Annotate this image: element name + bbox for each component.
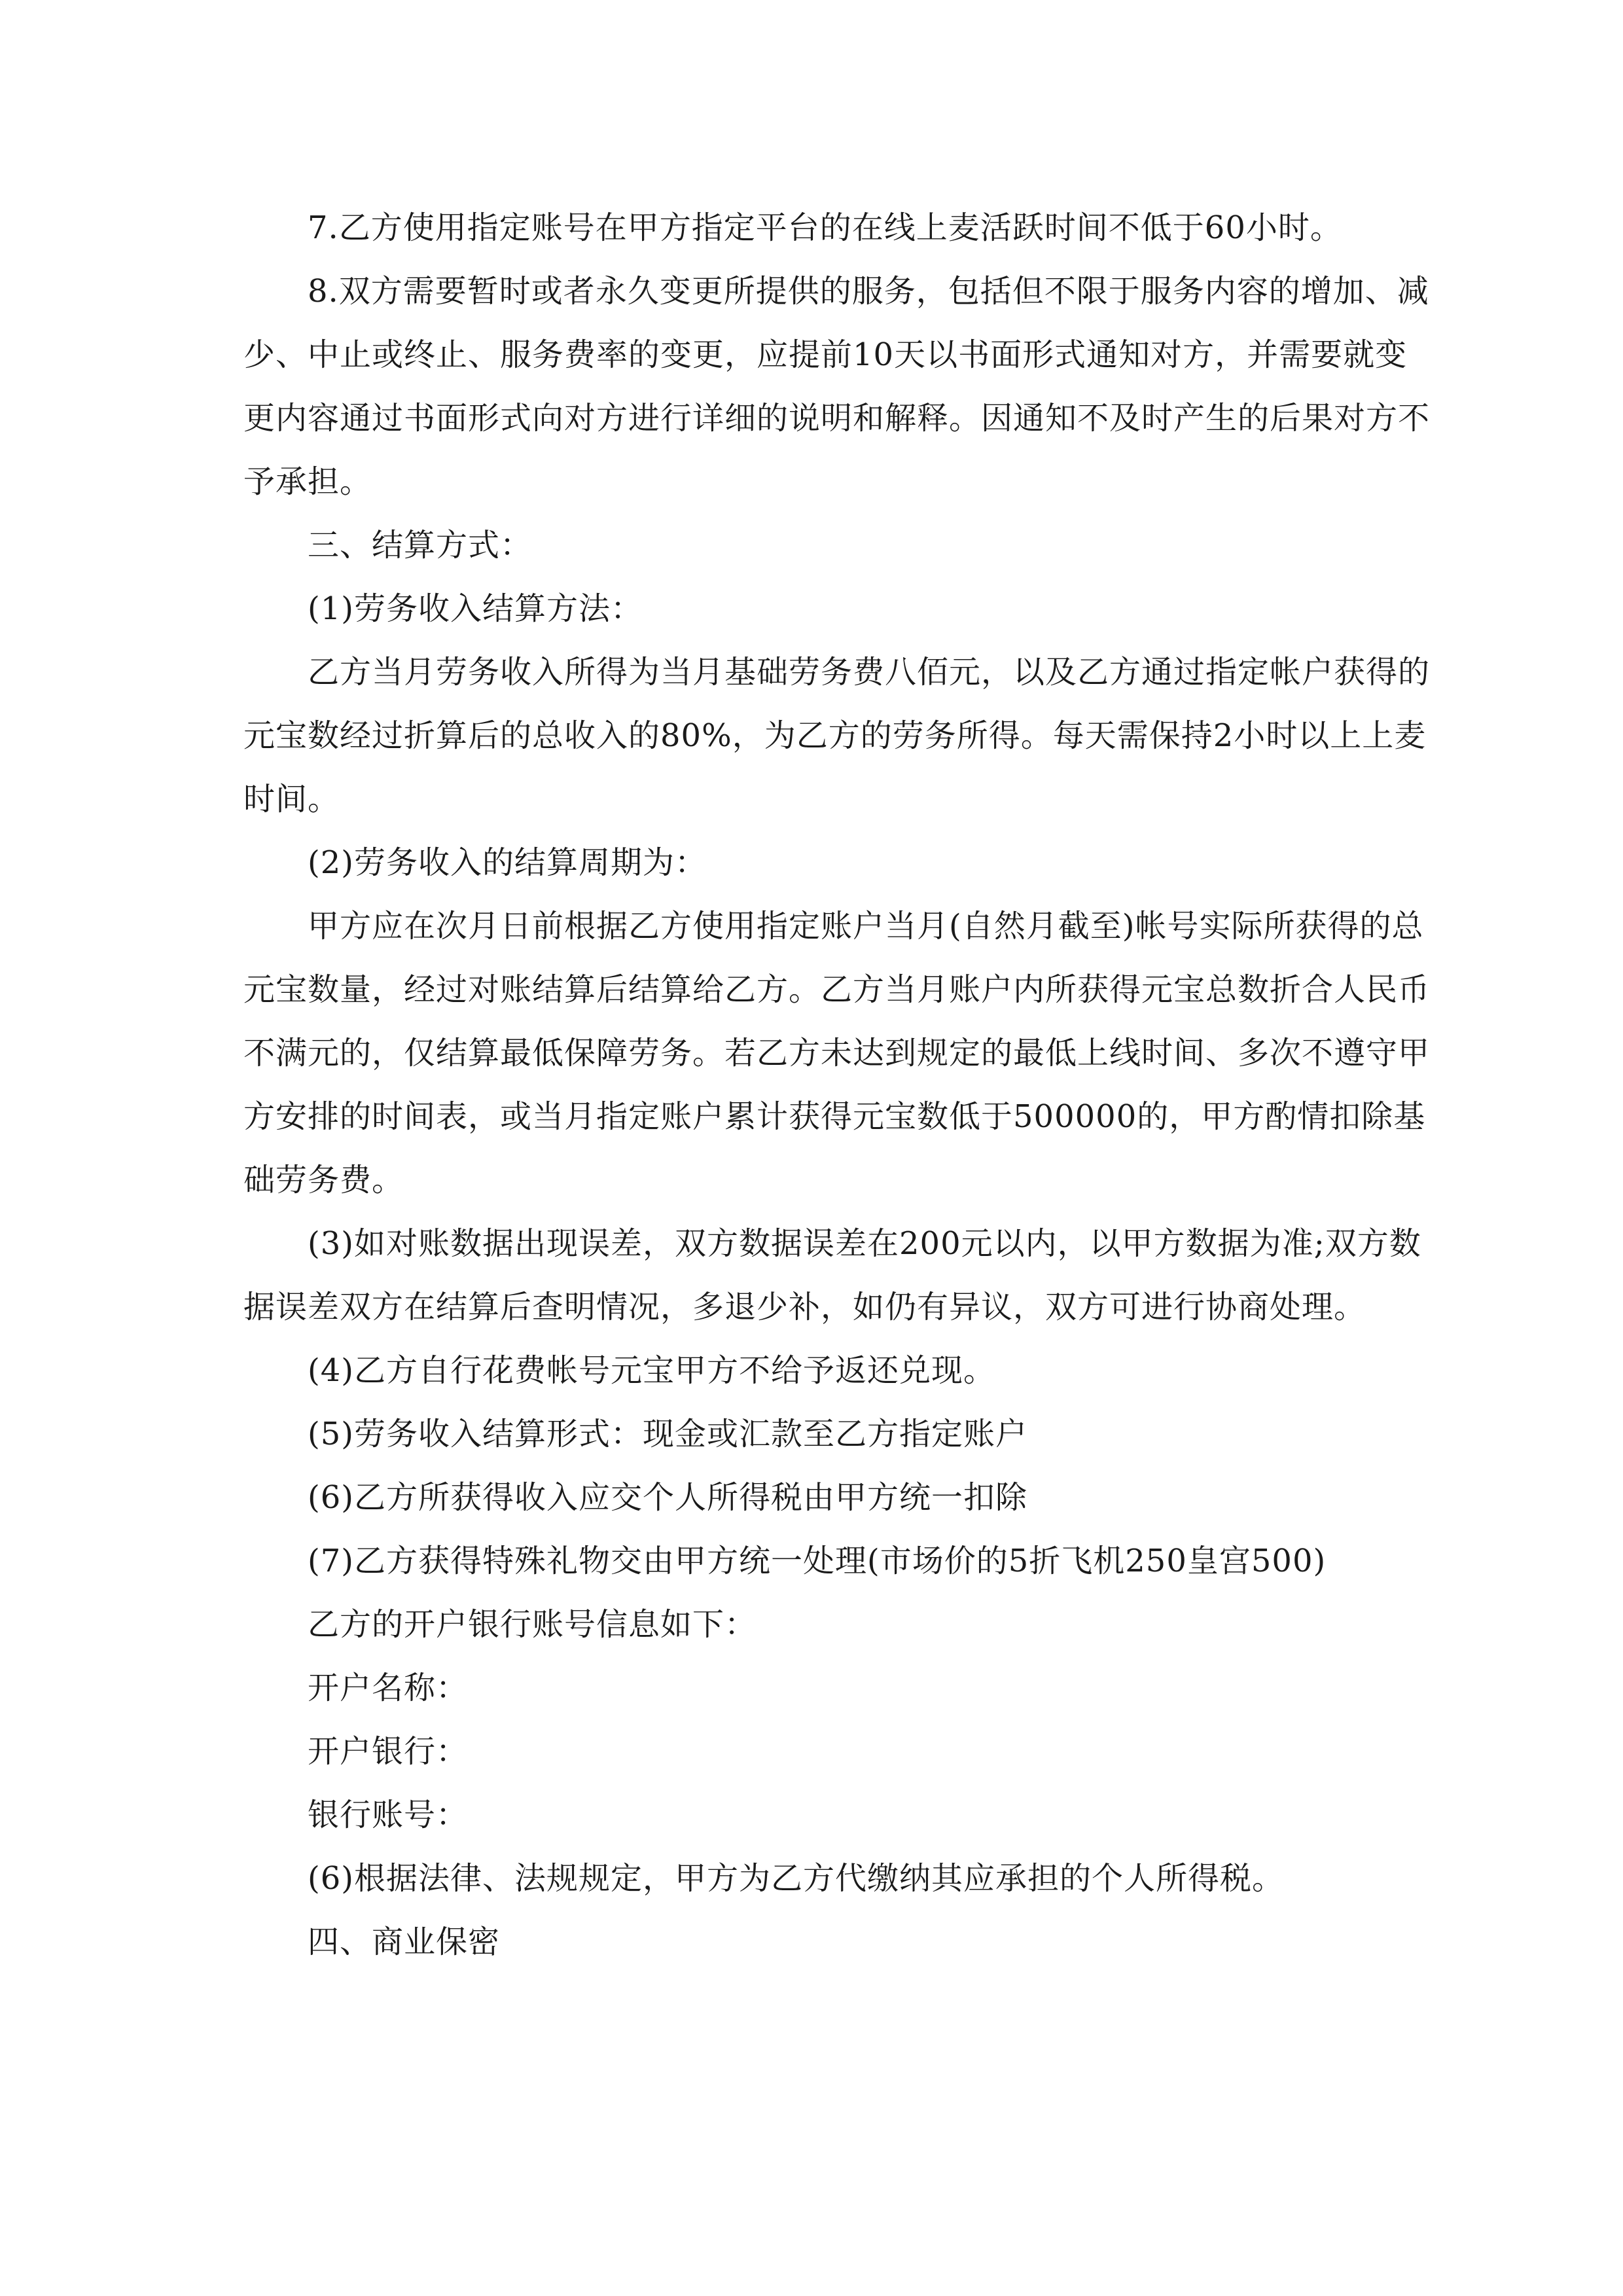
paragraph-clause-7: 7.乙方使用指定账号在甲方指定平台的在线上麦活跃时间不低于60小时。 bbox=[308, 209, 1342, 246]
paragraph-item-4: (4)乙方自行花费帐号元宝甲方不给予返还兑现。 bbox=[308, 1352, 995, 1389]
paragraph-clause-8: 8.双方需要暂时或者永久变更所提供的服务，包括但不限于服务内容的增加、减少、中止或终止、服务费率的变更，应提前10天以书面形式通知对方，并需要就变更内容通过书面形式向对方进行详细的说明和解释。因通知不及时产生的后果对方不予承担。 bbox=[243, 273, 1431, 500]
field-account-name: 开户名称： bbox=[308, 1670, 469, 1706]
paragraph-item-6: (6)乙方所获得收入应交个人所得税由甲方统一扣除 bbox=[308, 1479, 1027, 1516]
paragraph-item-2-title: (2)劳务收入的结算周期为： bbox=[308, 844, 707, 881]
field-account-number: 银行账号： bbox=[308, 1797, 469, 1833]
paragraph-item-6-tax: (6)根据法律、法规规定，甲方为乙方代缴纳其应承担的个人所得税。 bbox=[308, 1860, 1284, 1897]
paragraph-item-7: (7)乙方获得特殊礼物交由甲方统一处理(市场价的5折飞机250皇宫500) bbox=[308, 1543, 1327, 1579]
section-heading-confidentiality: 四、商业保密 bbox=[308, 1924, 501, 1960]
paragraph-item-2-body: 甲方应在次月日前根据乙方使用指定账户当月(自然月截至)帐号实际所获得的总元宝数量，经过对账结算后结算给乙方。乙方当月账户内所获得元宝总数折合人民币不满元的，仅结算最低保障劳务。若乙方未达到规定的最低上线时间、多次不遵守甲方安排的时间表，或当月指定账户累计获得元宝数低于500000的，甲方酌情扣除基础劳务费。 bbox=[243, 908, 1431, 1198]
paragraph-item-5: (5)劳务收入结算形式：现金或汇款至乙方指定账户 bbox=[308, 1416, 1027, 1452]
paragraph-bank-info-intro: 乙方的开户银行账号信息如下： bbox=[308, 1606, 757, 1643]
paragraph-item-1-title: (1)劳务收入结算方法： bbox=[308, 590, 643, 627]
document-body bbox=[243, 196, 1435, 1974]
section-heading-settlement: 三、结算方式： bbox=[308, 527, 533, 564]
paragraph-item-3: (3)如对账数据出现误差，双方数据误差在200元以内，以甲方数据为准;双方数据误差双方在结算后查明情况，多退少补，如仍有异议，双方可进行协商处理。 bbox=[243, 1225, 1421, 1325]
field-bank-name: 开户银行： bbox=[308, 1733, 469, 1770]
paragraph-item-1-body: 乙方当月劳务收入所得为当月基础劳务费八佰元，以及乙方通过指定帐户获得的元宝数经过折算后的总收入的80%，为乙方的劳务所得。每天需保持2小时以上上麦时间。 bbox=[243, 654, 1431, 817]
